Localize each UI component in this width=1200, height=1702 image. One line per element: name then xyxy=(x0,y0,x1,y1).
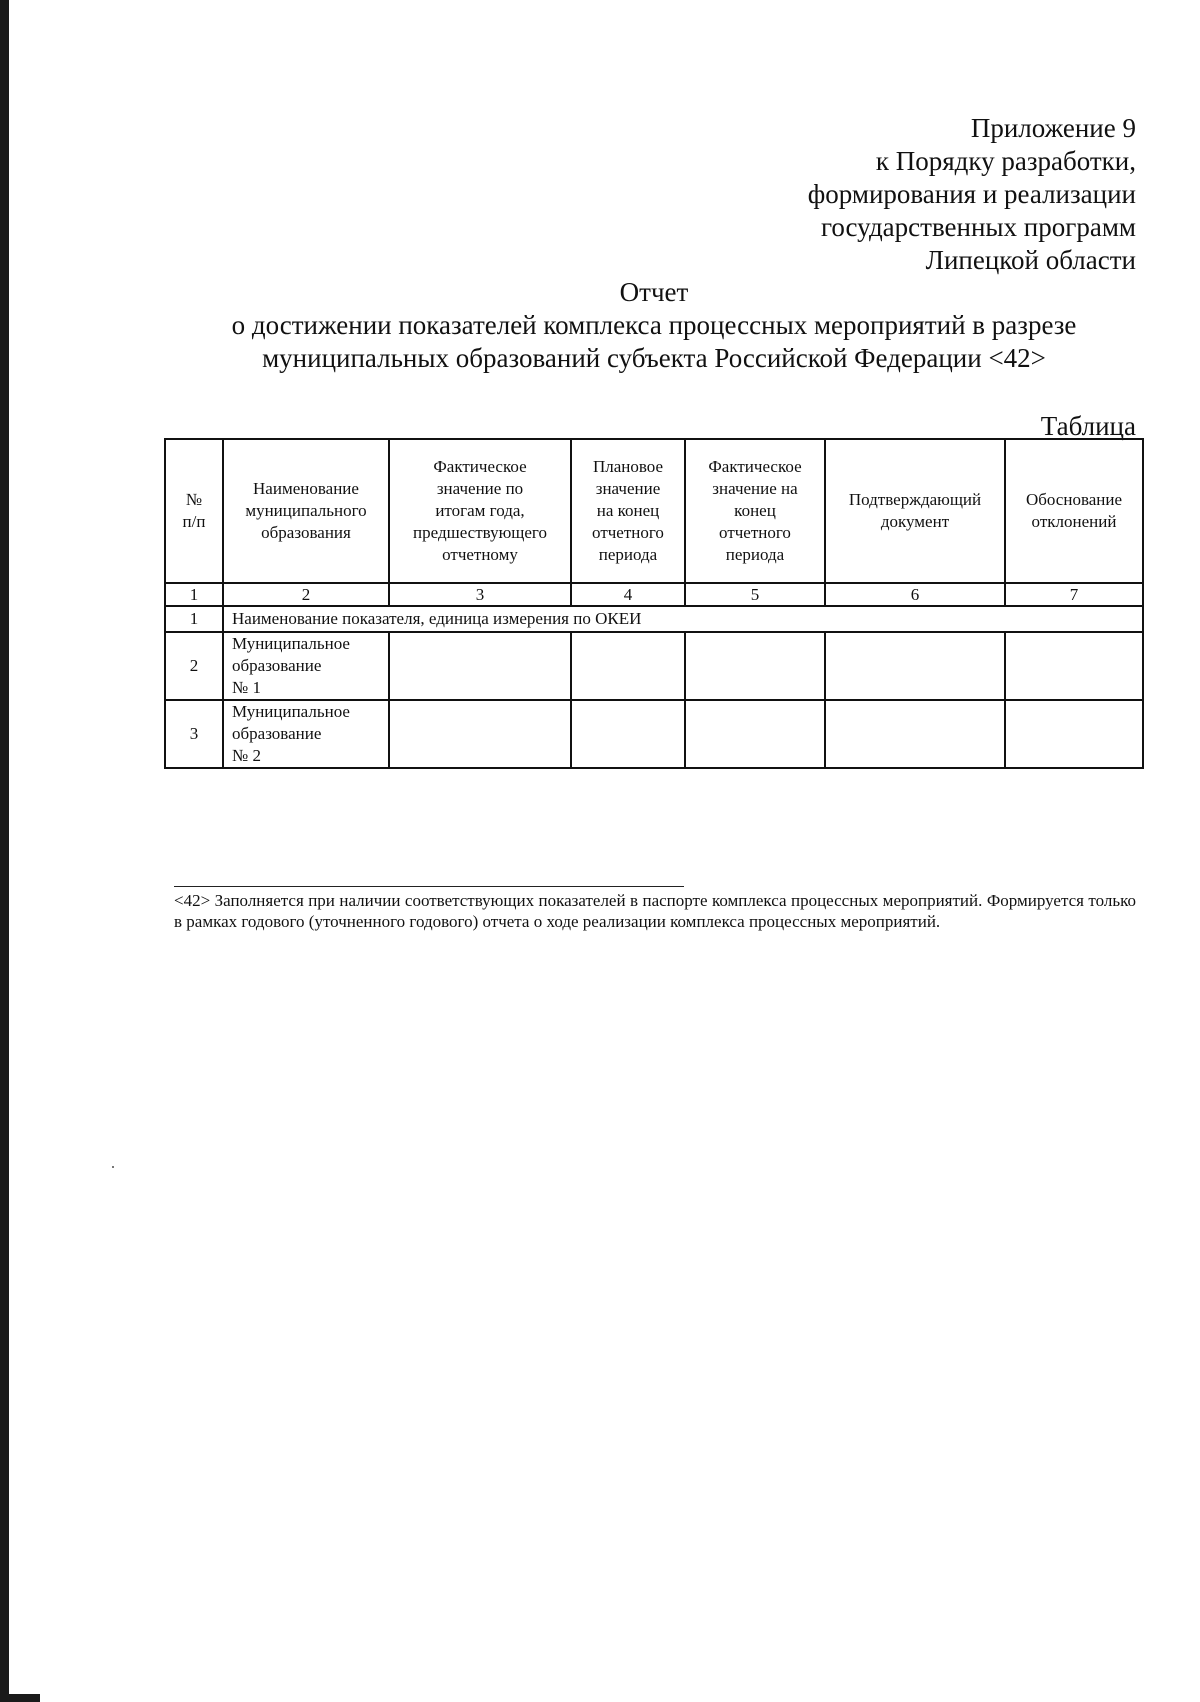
indicator-row-number: 1 xyxy=(165,606,223,632)
appendix-reference xyxy=(808,112,1136,277)
report-table xyxy=(164,438,1144,769)
header-row xyxy=(165,439,1143,583)
empty-cell xyxy=(571,632,685,700)
report-title-heading: Отчет xyxy=(619,277,689,307)
report-title xyxy=(160,276,1148,375)
row-number: 2 xyxy=(165,632,223,700)
appendix-line: Приложение 9 xyxy=(970,113,1136,143)
header-actual-previous-year: Фактическое значение по итогам года, предшествующего отчетному xyxy=(389,439,571,583)
empty-cell xyxy=(389,700,571,768)
municipality-name: Муниципальное образование № 2 xyxy=(223,700,389,768)
municipality-name: Муниципальное образование № 1 xyxy=(223,632,389,700)
empty-cell xyxy=(389,632,571,700)
report-title-line: муниципальных образований субъекта Российской Федерации <42> xyxy=(262,343,1046,373)
column-number-cell: 1 xyxy=(165,583,223,606)
column-number-cell: 2 xyxy=(223,583,389,606)
report-title-line: о достижении показателей комплекса процессных мероприятий в разрезе xyxy=(231,310,1077,340)
table-row xyxy=(165,632,1143,700)
empty-cell xyxy=(1005,700,1143,768)
header-planned-value: Плановое значение на конец отчетного периода xyxy=(571,439,685,583)
empty-cell xyxy=(685,632,825,700)
column-number-cell: 4 xyxy=(571,583,685,606)
scan-speck xyxy=(112,1166,114,1168)
header-number: № п/п xyxy=(165,439,223,583)
appendix-line: государственных программ xyxy=(820,212,1136,242)
empty-cell xyxy=(825,632,1005,700)
appendix-line: Липецкой области xyxy=(925,245,1136,275)
indicator-row xyxy=(165,606,1143,632)
empty-cell xyxy=(1005,632,1143,700)
header-municipality-name: Наименование муниципального образования xyxy=(223,439,389,583)
empty-cell xyxy=(685,700,825,768)
indicator-row-label: Наименование показателя, единица измерения по ОКЕИ xyxy=(223,606,1143,632)
empty-cell xyxy=(825,700,1005,768)
column-number-cell: 6 xyxy=(825,583,1005,606)
header-deviation-reason: Обоснование отклонений xyxy=(1005,439,1143,583)
column-number-cell: 5 xyxy=(685,583,825,606)
scan-left-edge xyxy=(0,0,9,1702)
appendix-line: к Порядку разработки, xyxy=(875,146,1136,176)
header-actual-value: Фактическое значение на конец отчетного периода xyxy=(685,439,825,583)
column-number-row xyxy=(165,583,1143,606)
column-number-cell: 3 xyxy=(389,583,571,606)
table-caption: Таблица xyxy=(1040,411,1136,441)
scan-bottom-mark xyxy=(0,1694,40,1702)
column-number-cell: 7 xyxy=(1005,583,1143,606)
footnote: <42> Заполняется при наличии соответствующих показателей в паспорте комплекса процессных мероприятий. Формируется только в рамках годового (уточненного годового) отчета о ходе реализации комплекса процессных мероприятий. xyxy=(174,891,1136,931)
appendix-line: формирования и реализации xyxy=(807,179,1136,209)
row-number: 3 xyxy=(165,700,223,768)
header-supporting-document: Подтверждающий документ xyxy=(825,439,1005,583)
table-row xyxy=(165,700,1143,768)
footnote-divider xyxy=(174,886,684,887)
empty-cell xyxy=(571,700,685,768)
